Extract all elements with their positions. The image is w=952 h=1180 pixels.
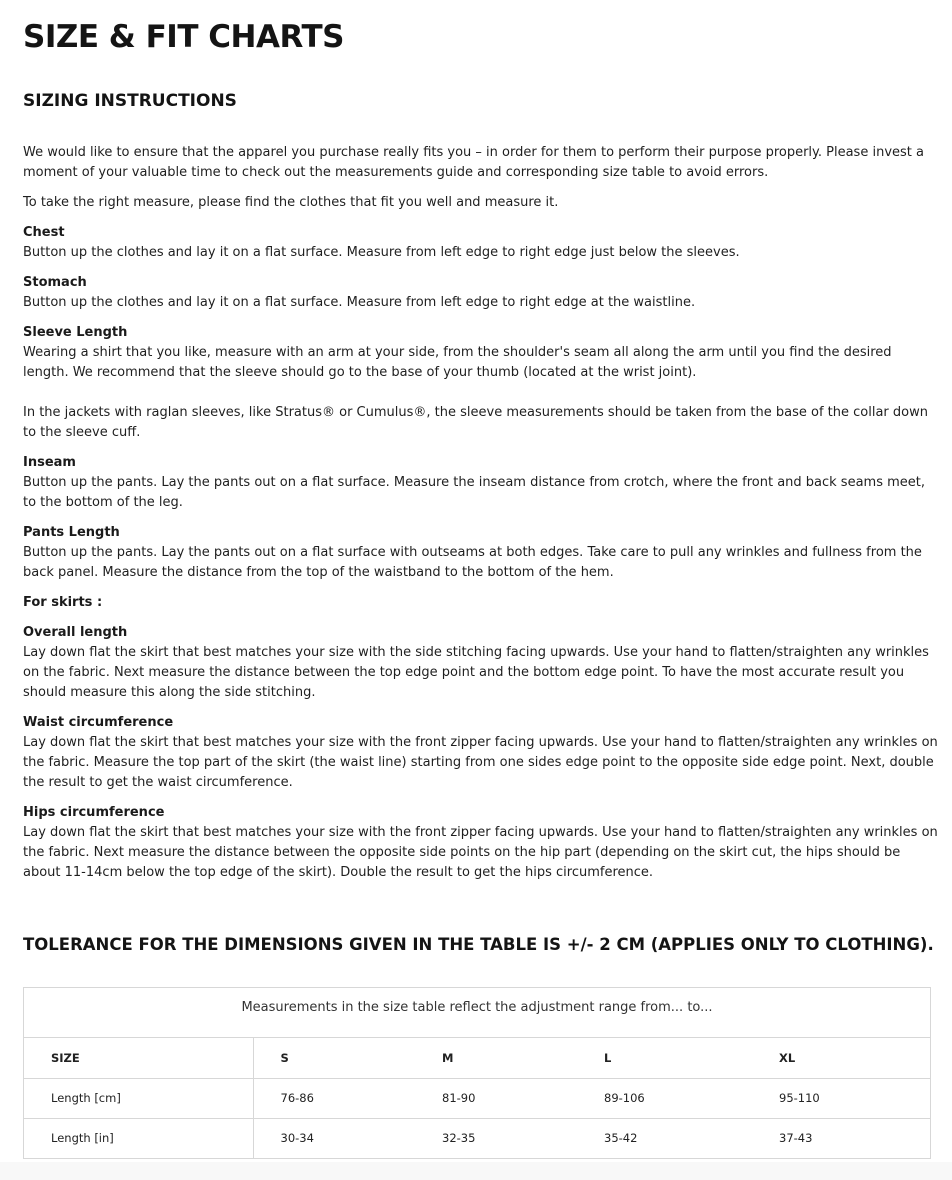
page-title: SIZE & FIT CHARTS — [23, 19, 344, 55]
section-text: Lay down flat the skirt that best matches your size with the front zipper facing upwards. Use your hand to flatten/straighten any wrinkles on the fabric. Next measure the distance between the opposite side points on the hip part (depending on the skirt cut, the hips should be about 11-14cm below the top edge of the skirt). Double the result to get the hips circumference. — [23, 825, 938, 880]
section-chest — [23, 223, 938, 263]
section-overall-length — [23, 623, 938, 703]
section-inseam — [23, 453, 938, 513]
table-cell: Length [in] — [24, 1118, 253, 1158]
size-table — [23, 987, 931, 1159]
section-heading: Sleeve Length — [23, 325, 128, 340]
section-heading: Hips circumference — [23, 805, 165, 820]
table-row — [24, 1078, 930, 1118]
section-text: In the jackets with raglan sleeves, like Stratus® or Cumulus®, the sleeve measurements should be taken from the base of the collar down to the sleeve cuff. — [23, 405, 928, 440]
table-cell: 89-106 — [577, 1078, 752, 1118]
table-cell: 76-86 — [253, 1078, 415, 1118]
section-text: Button up the pants. Lay the pants out on a flat surface. Measure the inseam distance from crotch, where the front and back seams meet, to the bottom of the leg. — [23, 475, 926, 510]
table-cell: 35-42 — [604, 1131, 638, 1146]
intro-paragraph: We would like to ensure that the apparel you purchase really fits you – in order for them to perform their purpose properly. Please invest a moment of your valuable time to check out the measurements guide and corresponding size table to avoid errors. — [23, 145, 924, 180]
section-heading: Waist circumference — [23, 715, 174, 730]
table-cell: 81-90 — [415, 1078, 577, 1118]
table-cell: 32-35 — [442, 1131, 476, 1146]
page-bottom-shade — [0, 1162, 952, 1180]
instructions-content — [23, 143, 938, 893]
table-row — [24, 1118, 930, 1158]
section-sleeve-length — [23, 323, 938, 443]
section-heading: Stomach — [23, 275, 87, 290]
section-heading: Inseam — [23, 455, 76, 470]
table-cell: Length [cm] — [24, 1078, 253, 1118]
section-stomach — [23, 273, 938, 313]
section-heading: Chest — [23, 225, 65, 240]
table-header-cell: SIZE — [24, 1038, 253, 1078]
size-table-grid — [24, 1038, 930, 1158]
table-header-cell: S — [253, 1038, 415, 1078]
section-pants-length — [23, 523, 938, 583]
paragraph-gap — [23, 383, 938, 403]
section-heading: For skirts : — [23, 595, 103, 610]
sizing-instructions-heading: SIZING INSTRUCTIONS — [23, 91, 237, 111]
section-text: Lay down flat the skirt that best matches your size with the side stitching facing upwards. Use your hand to flatten/straighten any wrinkles on the fabric. Next measure the distance between the top edge point and the bottom edge point. To have the most accurate result you should measure this along the side stitching. — [23, 645, 929, 700]
size-table-caption: Measurements in the size table reflect the adjustment range from... to... — [24, 988, 930, 1038]
table-header-row — [24, 1038, 930, 1078]
table-cell: 37-43 — [779, 1131, 813, 1146]
section-text: Wearing a shirt that you like, measure with an arm at your side, from the shoulder's seam all along the arm until you find the desired length. We recommend that the sleeve should go to the base of your thumb (located at the wrist joint). — [23, 345, 892, 380]
section-text: Lay down flat the skirt that best matches your size with the front zipper facing upwards. Use your hand to flatten/straighten any wrinkles on the fabric. Measure the top part of the skirt (the waist line) starting from one sides edge point to the opposite side edge point. Next, double the result to get the waist circumference. — [23, 735, 938, 790]
section-text: Button up the pants. Lay the pants out on a flat surface with outseams at both edges. Take care to pull any wrinkles and fullness from the back panel. Measure the distance from the top of the waistband to the bottom of the hem. — [23, 545, 922, 580]
table-header-cell: L — [577, 1038, 752, 1078]
section-for-skirts — [23, 593, 938, 613]
section-heading: Overall length — [23, 625, 128, 640]
table-cell: 30-34 — [280, 1131, 314, 1146]
section-text: Button up the clothes and lay it on a flat surface. Measure from left edge to right edge just below the sleeves. — [23, 245, 740, 260]
section-waist-circumference — [23, 713, 938, 793]
table-header-cell: XL — [752, 1038, 930, 1078]
section-hips-circumference — [23, 803, 938, 883]
section-text: Button up the clothes and lay it on a flat surface. Measure from left edge to right edge at the waistline. — [23, 295, 696, 310]
intro-paragraph: To take the right measure, please find the clothes that fit you well and measure it. — [23, 195, 559, 210]
tolerance-heading: TOLERANCE FOR THE DIMENSIONS GIVEN IN THE TABLE IS +/- 2 CM (APPLIES ONLY TO CLOTHING). — [23, 935, 934, 954]
table-header-cell: M — [415, 1038, 577, 1078]
table-cell: 95-110 — [752, 1078, 930, 1118]
section-heading: Pants Length — [23, 525, 120, 540]
